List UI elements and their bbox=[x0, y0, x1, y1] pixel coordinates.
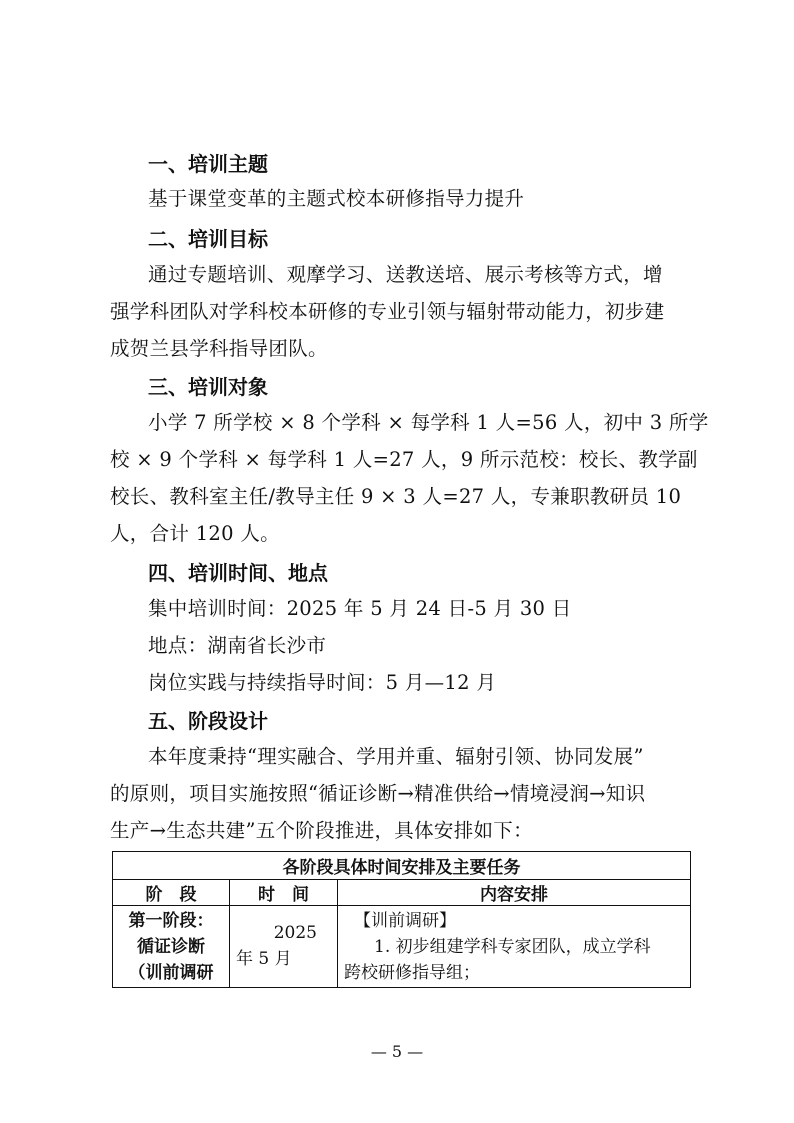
section-3-heading: 三、培训对象 bbox=[148, 375, 268, 399]
time-line: 2025 bbox=[273, 923, 317, 943]
section-1-body: 基于课堂变革的主题式校本研修指导力提升 bbox=[148, 187, 525, 210]
column-header-stage: 阶 段 bbox=[113, 880, 230, 906]
table-row bbox=[113, 906, 691, 988]
section-3-line: 校 × 9 个学科 × 每学科 1 人=27 人，9 所示范校：校长、教学副 bbox=[110, 448, 698, 471]
section-4-heading: 四、培训时间、地点 bbox=[148, 561, 328, 585]
section-3-line: 小学 7 所学校 × 8 个学科 × 每学科 1 人=56 人，初中 3 所学 bbox=[148, 411, 709, 434]
section-2-heading: 二、培训目标 bbox=[148, 227, 268, 251]
section-5-line: 生产→生态共建”五个阶段推进，具体安排如下： bbox=[110, 819, 533, 842]
section-4-line: 岗位实践与持续指导时间：5 月—12 月 bbox=[148, 671, 497, 694]
section-2-line: 成贺兰县学科指导团队。 bbox=[110, 337, 328, 360]
stage-line: 循证诊断 bbox=[137, 937, 205, 957]
table-caption: 各阶段具体时间安排及主要任务 bbox=[113, 852, 691, 880]
content-line: 跨校研修指导组； bbox=[344, 963, 480, 983]
table-caption-row bbox=[113, 852, 691, 880]
section-5-line: 的原则，项目实施按照“循证诊断→精准供给→情境浸润→知识 bbox=[110, 782, 646, 805]
section-4-line: 集中培训时间：2025 年 5 月 24 日-5 月 30 日 bbox=[148, 597, 572, 620]
content-line: 【训前调研】 bbox=[354, 911, 456, 931]
section-2-line: 通过专题培训、观摩学习、送教送培、展示考核等方式，增 bbox=[148, 263, 663, 286]
content-line: 1. 初步组建学科专家团队，成立学科 bbox=[374, 937, 651, 957]
content-cell bbox=[338, 906, 691, 988]
section-2-line: 强学科团队对学科校本研修的专业引领与辐射带动能力，初步建 bbox=[110, 300, 665, 323]
section-3-line: 人，合计 120 人。 bbox=[110, 522, 280, 545]
column-header-content: 内容安排 bbox=[338, 880, 691, 906]
section-4-line: 地点：湖南省长沙市 bbox=[148, 634, 327, 657]
section-5-line: 本年度秉持“理实融合、学用并重、辐射引领、协同发展” bbox=[148, 745, 644, 768]
stage-line: 第一阶段： bbox=[128, 911, 214, 931]
stage-line: （训前调研 bbox=[128, 963, 214, 983]
column-header-time: 时 间 bbox=[230, 880, 338, 906]
time-cell bbox=[230, 906, 338, 988]
section-1-heading: 一、培训主题 bbox=[148, 152, 268, 176]
time-line: 年 5 月 bbox=[236, 949, 292, 969]
section-3-line: 校长、教科室主任/教导主任 9 × 3 人=27 人，专兼职教研员 10 bbox=[110, 485, 682, 508]
page-number: — 5 — bbox=[370, 1042, 424, 1061]
schedule-table bbox=[112, 851, 691, 988]
table-header-row bbox=[113, 880, 691, 906]
section-5-heading: 五、阶段设计 bbox=[148, 709, 268, 733]
stage-cell bbox=[113, 906, 230, 988]
